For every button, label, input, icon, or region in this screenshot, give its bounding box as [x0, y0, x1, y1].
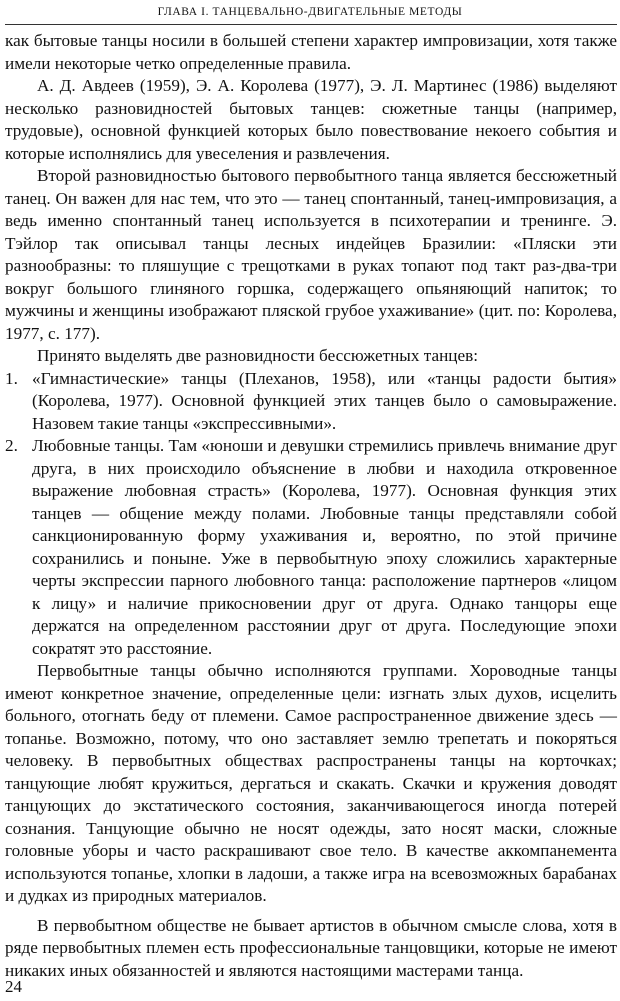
- paragraph: А. Д. Авдеев (1959), Э. А. Королева (1977), Э. Л. Мартинес (1986) выделяют несколько разновидностей бытовых танцев: сюжетные танцы (например, трудовые), основной функцией которых было повествование некоего события и которые исполнялись для увеселения и развлечения.: [5, 76, 617, 163]
- list-item-number: 1.: [5, 368, 18, 388]
- list-item-text: Любовные танцы. Там «юноши и девушки стремились привлечь внимание друг друга, в них происходило объяснение в любви и находила откровенное выражение любовная страсть» (Королева, 1977). Основная функция этих танцев — общение между полами. Любовные танцы представляли собой санкционированную форму ухаживания и, вероятно, по этой причине сохранились и поныне. Уже в первобытную эпоху сложились характерные черты экспрессии парного любовного танца: расположение партнеров «лицом к лицу» и наличие прикосновении друг от друга. Однако танцоры еще держатся на определенном расстоянии друг от друга. Последующие эпохи сократят это расстояние.: [32, 436, 618, 658]
- body-text: [5, 30, 617, 982]
- paragraph: Второй разновидностью бытового первобытного танца является бессюжетный танец. Он важен для нас тем, что это — танец спонтанный, танец-импровизация, а ведь именно спонтанный танец используется в психотерапии и тренинге. Э. Тэйлор так описывал танцы лесных индейцев Бразилии: «Пляски эти разнообразны: то пляшущие с трещотками в руках топают под такт раз-два-три вокруг большого глиняного горшка, содержащего опьяняющий напиток; то мужчины и женщины изображают пляской грубое ухаживание» (цит. по: Королева, 1977, с. 177).: [5, 166, 617, 343]
- paragraph: Первобытные танцы обычно исполняются группами. Хороводные танцы имеют конкретное значение, определенные цели: изгнать злых духов, исцелить больного, отогнать беду от племени. Самое распространенное движение здесь — топанье. Возможно, потому, что оно заставляет землю трепетать и покоряться человеку. В первобытных обществах распространены танцы на корточках; танцующие любят кружиться, дергаться и скакать. Скачки и кружения доводят танцующих до экстатического состояния, заканчивающегося иногда потерей сознания. Танцующие обычно не носят одежды, зато носят маски, сложные головные уборы и часто раскрашивают свое тело. В качестве аккомпанемента используются топанье, хлопки в ладоши, а также игра на всевозможных барабанах и дудках из природных материалов.: [5, 661, 617, 905]
- header-rule: [5, 24, 617, 25]
- paragraph: В первобытном обществе не бывает артистов в обычном смысле слова, хотя в ряде первобытных племен есть профессиональные танцовщики, которые не имеют никаких иных обязанностей и являются настоящими мастерами танца.: [5, 915, 617, 980]
- page-number: 24: [5, 977, 22, 996]
- list-item: [5, 368, 617, 436]
- list-item-text: «Гимнастические» танцы (Плеханов, 1958), или «танцы радости бытия» (Королева, 1977). Основной функцией этих танцев было о самовыражение. Назовем такие танцы «экспрессивными».: [32, 368, 617, 433]
- list-item: [5, 435, 617, 660]
- running-header: ГЛАВА I. ТАНЦЕВАЛЬНО-ДВИГАТЕЛЬНЫЕ МЕТОДЫ: [157, 6, 463, 18]
- numbered-list: [5, 368, 617, 661]
- paragraph: Принято выделять две разновидности бессюжетных танцев:: [37, 346, 478, 365]
- paragraph: как бытовые танцы носили в большей степени характер импровизации, хотя также имели некоторые четко определенные правила.: [5, 31, 617, 73]
- list-item-number: 2.: [5, 436, 18, 455]
